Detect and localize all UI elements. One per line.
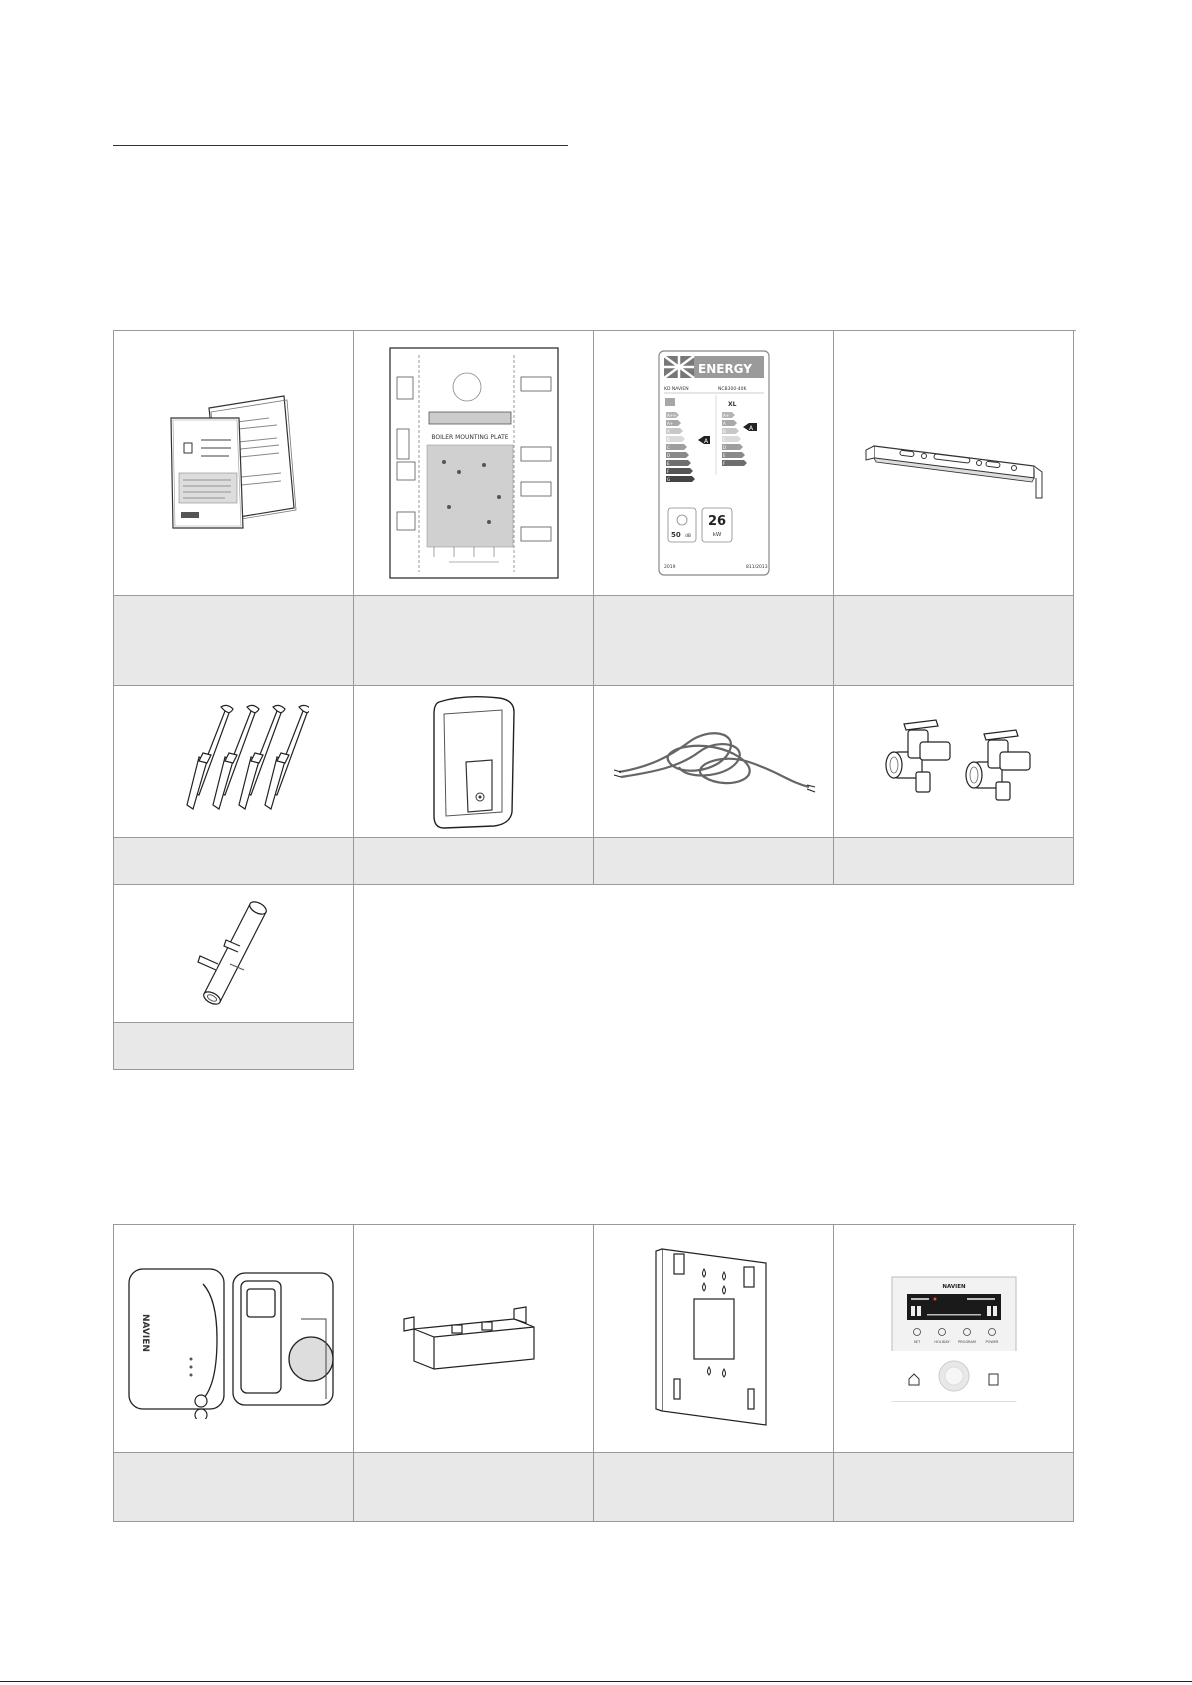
controller-button-label: HOLIDAY	[933, 1339, 950, 1344]
energy-label-illustration	[658, 350, 770, 576]
power-unit: kW	[712, 532, 721, 538]
wireless-receiver-image-cell	[114, 1225, 354, 1453]
installation-template-illustration	[389, 347, 559, 579]
empty-area	[354, 885, 1076, 1023]
controller-button-label: PROGRAM	[957, 1339, 976, 1344]
cable-illustration	[609, 717, 819, 807]
isolation-valves-illustration	[864, 712, 1044, 812]
energy-label-image-cell	[594, 331, 834, 596]
section-heading-rule	[113, 145, 568, 146]
receiver-button-1	[195, 1395, 207, 1407]
wall-plugs-illustration	[159, 697, 309, 827]
energy-scale-label: G	[666, 477, 670, 482]
manuals-illustration	[159, 388, 309, 538]
energy-scale-label: F	[722, 461, 725, 466]
energy-scale-label: A++	[666, 413, 676, 418]
components-caption-row-2	[114, 838, 1076, 885]
water-class-letter: A	[748, 425, 753, 432]
manuals-image-cell	[114, 331, 354, 596]
caption-manuals	[114, 596, 354, 686]
wall-plug	[265, 705, 309, 809]
energy-scale-label: E	[722, 453, 726, 458]
energy-scale-label: C	[722, 437, 726, 442]
controller-button-label: SET	[913, 1339, 920, 1344]
cover-plate-image-cell	[354, 686, 594, 838]
energy-scale-label: B	[722, 429, 726, 434]
page-bottom-rule	[0, 1681, 1192, 1682]
pipe-adaptor-image-cell	[114, 885, 354, 1023]
receiver-brand: NAVIEN	[140, 1313, 150, 1352]
mounting-bracket-image-cell	[834, 331, 1074, 596]
caption-installation-template	[354, 596, 594, 686]
accessories-caption-row	[114, 1453, 1076, 1522]
energy-scale-label: D	[722, 445, 726, 450]
controller-display	[907, 1294, 1001, 1320]
energy-scale-bar	[666, 460, 691, 466]
caption-pipe-cover	[354, 1453, 594, 1522]
components-grid	[113, 330, 1076, 1070]
wireless-receiver-illustration	[121, 1259, 346, 1419]
power-value: 26	[707, 514, 726, 529]
cover-plate-illustration	[424, 692, 524, 832]
components-row-3	[114, 885, 1076, 1023]
energy-tap-profile: XL	[727, 401, 736, 408]
energy-scale-label: A	[666, 429, 670, 434]
isolation-valves-image-cell	[834, 686, 1074, 838]
energy-scale-label: D	[666, 453, 670, 458]
energy-model: NCB300-40K	[717, 387, 746, 392]
accessories-grid	[113, 1224, 1076, 1522]
energy-scale-label: A+	[666, 421, 673, 426]
caption-controller-bracket	[594, 1453, 834, 1522]
caption-isolation-valves	[834, 838, 1074, 885]
caption-pipe-adaptor	[114, 1023, 354, 1070]
energy-regulation: 811/2013	[745, 565, 768, 570]
mounting-bracket-illustration	[864, 418, 1044, 508]
energy-scale-label: F	[666, 469, 669, 474]
room-controller-image-cell	[834, 1225, 1074, 1453]
room-controller-illustration	[891, 1276, 1017, 1402]
components-caption-row-3	[114, 1023, 1076, 1070]
cable-image-cell	[594, 686, 834, 838]
components-row-1	[114, 331, 1076, 596]
pipe-cover-image-cell	[354, 1225, 594, 1453]
heating-class-letter: A	[703, 438, 708, 445]
energy-brand: KD NAVIEN	[663, 387, 689, 392]
caption-wireless-receiver	[114, 1453, 354, 1522]
controller-bracket-image-cell	[594, 1225, 834, 1453]
caption-mounting-bracket	[834, 596, 1074, 686]
energy-scale-bar	[666, 468, 693, 474]
energy-scale-label: B	[666, 437, 670, 442]
energy-scale-bar	[666, 476, 695, 482]
caption-cable	[594, 838, 834, 885]
receiver-button-2	[195, 1409, 207, 1419]
caption-room-controller	[834, 1453, 1074, 1522]
pipe-adaptor-illustration	[178, 894, 288, 1014]
energy-scale-label: C	[666, 445, 670, 450]
energy-scale-bar	[722, 460, 747, 466]
noise-unit: dB	[684, 534, 691, 539]
controller-brand: NAVIEN	[941, 1283, 966, 1290]
template-plate-label: BOILER MOUNTING PLATE	[430, 434, 509, 441]
components-row-2	[114, 686, 1076, 838]
energy-year: 2019	[663, 565, 675, 570]
caption-wall-plugs	[114, 838, 354, 885]
installation-template-image-cell	[354, 331, 594, 596]
wall-plugs-image-cell	[114, 686, 354, 838]
energy-scale-label: E	[666, 461, 670, 466]
controller-button-label: POWER	[985, 1339, 998, 1344]
controller-bracket-illustration	[654, 1239, 774, 1439]
components-caption-row-1	[114, 596, 1076, 686]
caption-energy-label	[594, 596, 834, 686]
wall-plugs	[187, 705, 309, 809]
caption-cover-plate	[354, 838, 594, 885]
energy-scale-label: A+	[722, 413, 729, 418]
noise-value: 50	[670, 531, 681, 539]
accessories-row-1	[114, 1225, 1076, 1453]
energy-header: ENERGY	[697, 362, 752, 376]
pipe-cover-illustration	[394, 1289, 554, 1389]
energy-scale-label: A	[722, 421, 726, 426]
